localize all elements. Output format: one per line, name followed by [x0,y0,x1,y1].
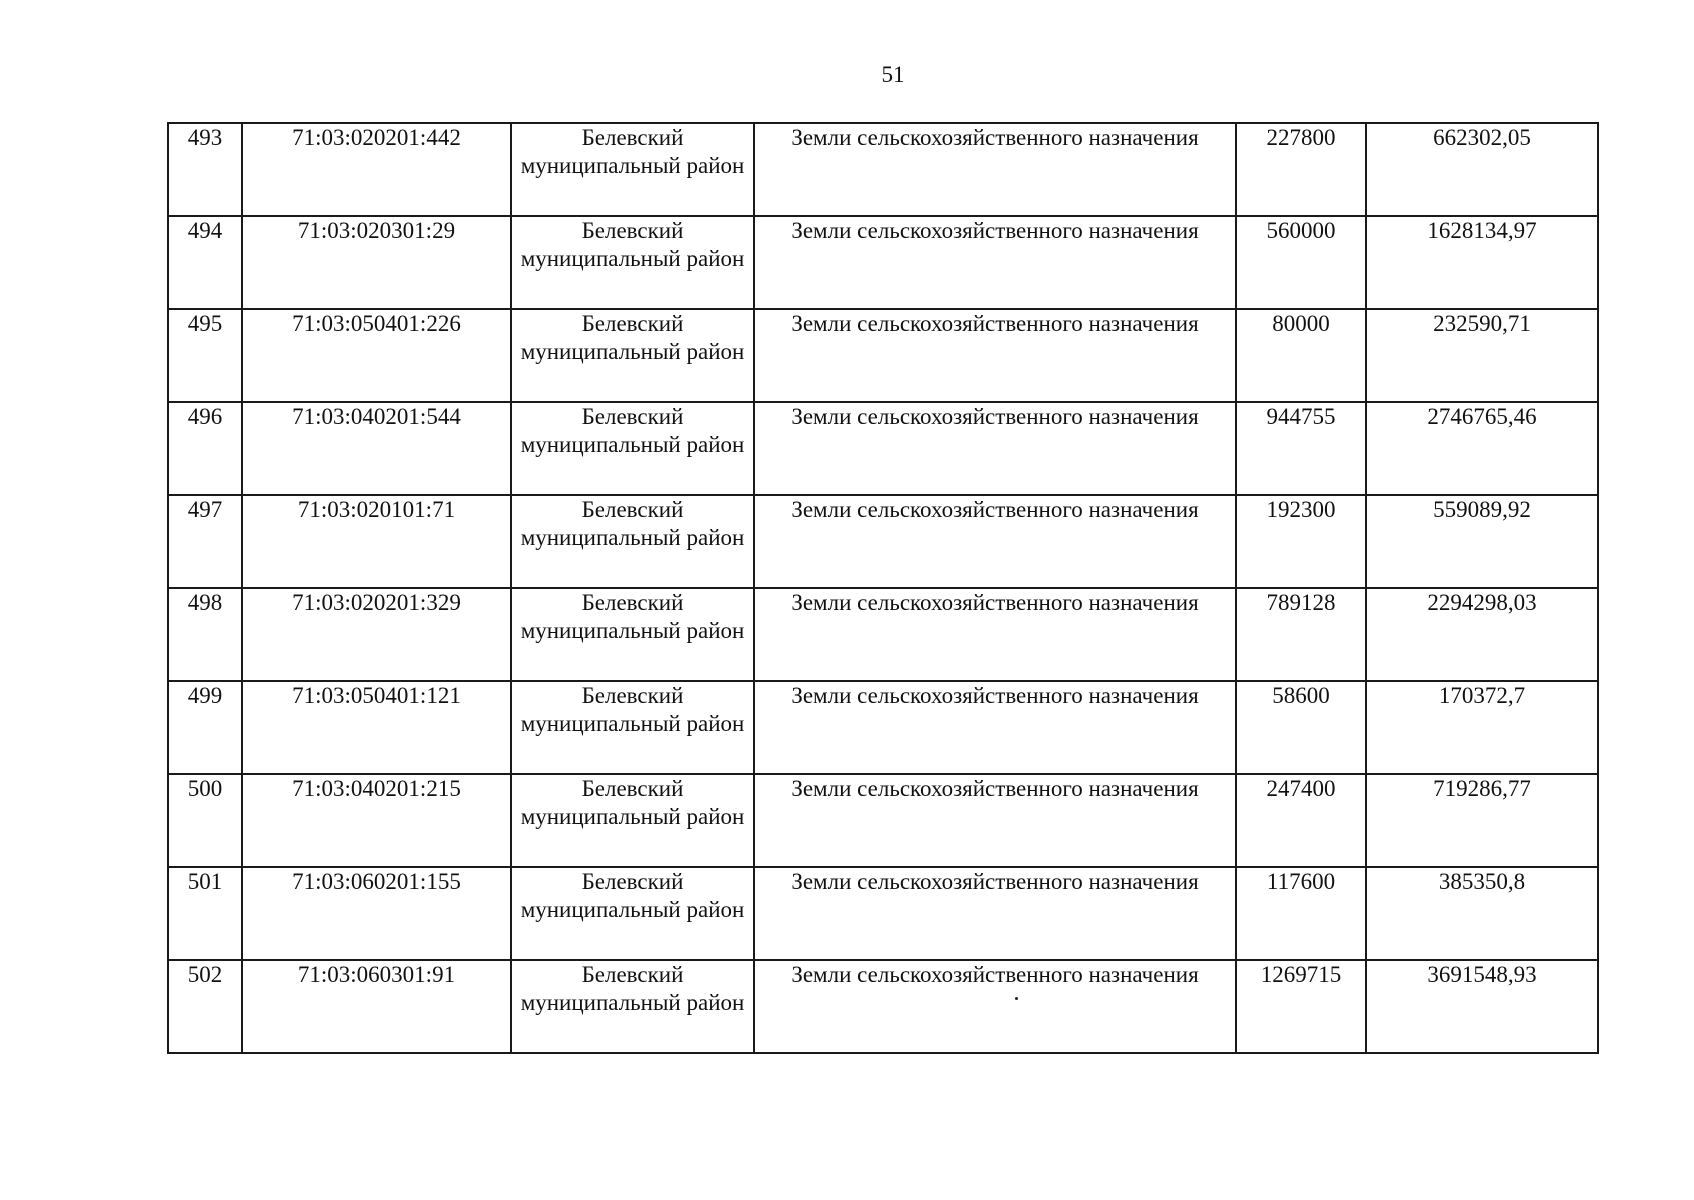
cadastral-number-cell: 71:03:020101:71 [242,495,511,588]
cadastral-number-cell: 71:03:050401:121 [242,681,511,774]
cadastral-value-cell: 719286,77 [1366,774,1598,867]
page-number: 51 [881,62,905,87]
row-number-cell: 499 [168,681,242,774]
cadastral-number-cell: 71:03:040201:544 [242,402,511,495]
district-cell: Белевский муниципальный район [511,774,754,867]
area-cell: 192300 [1236,495,1366,588]
district-cell: Белевский муниципальный район [511,402,754,495]
land-category-cell: Земли сельскохозяйственного назначения [754,402,1236,495]
land-category-cell: Земли сельскохозяйственного назначения [754,588,1236,681]
land-plots-table [167,122,1599,1054]
table-row [168,867,1598,960]
area-cell: 944755 [1236,402,1366,495]
land-category-cell: Земли сельскохозяйственного назначения [754,309,1236,402]
cadastral-number-cell: 71:03:060301:91 [242,960,511,1053]
area-cell: 560000 [1236,216,1366,309]
land-category-cell: Земли сельскохозяйственного назначения [754,774,1236,867]
area-cell: 58600 [1236,681,1366,774]
area-cell: 1269715 [1236,960,1366,1053]
area-cell: 247400 [1236,774,1366,867]
area-cell: 227800 [1236,123,1366,216]
cadastral-value-cell: 385350,8 [1366,867,1598,960]
area-cell: 789128 [1236,588,1366,681]
table-row [168,402,1598,495]
cadastral-number-cell: 71:03:040201:215 [242,774,511,867]
district-cell: Белевский муниципальный район [511,495,754,588]
cadastral-number-cell: 71:03:050401:226 [242,309,511,402]
land-category-cell: Земли сельскохозяйственного назначения [754,681,1236,774]
cadastral-value-cell: 3691548,93 [1366,960,1598,1053]
land-category-cell [754,960,1236,1053]
row-number-cell: 501 [168,867,242,960]
area-cell: 117600 [1236,867,1366,960]
cadastral-value-cell: 559089,92 [1366,495,1598,588]
cadastral-value-cell: 1628134,97 [1366,216,1598,309]
land-category-text: Земли сельскохозяйственного назначения [791,962,1199,987]
table-row [168,960,1598,1053]
cadastral-value-cell: 2294298,03 [1366,588,1598,681]
land-category-cell: Земли сельскохозяйственного назначения [754,216,1236,309]
row-number-cell: 502 [168,960,242,1053]
table-row [168,309,1598,402]
district-cell: Белевский муниципальный район [511,681,754,774]
cadastral-value-cell: 232590,71 [1366,309,1598,402]
row-number-cell: 496 [168,402,242,495]
cadastral-value-cell: 170372,7 [1366,681,1598,774]
table-row [168,588,1598,681]
row-number-cell: 497 [168,495,242,588]
row-number-cell: 495 [168,309,242,402]
table-row [168,216,1598,309]
row-number-cell: 494 [168,216,242,309]
table-row [168,123,1598,216]
cadastral-number-cell: 71:03:020201:442 [242,123,511,216]
cadastral-number-cell: 71:03:020201:329 [242,588,511,681]
district-cell: Белевский муниципальный район [511,309,754,402]
land-category-cell: Земли сельскохозяйственного назначения [754,867,1236,960]
table-row [168,774,1598,867]
land-category-cell: Земли сельскохозяйственного назначения [754,123,1236,216]
cadastral-number-cell: 71:03:060201:155 [242,867,511,960]
row-number-cell: 500 [168,774,242,867]
table-body [168,123,1598,1053]
district-cell: Белевский муниципальный район [511,960,754,1053]
row-number-cell: 498 [168,588,242,681]
district-cell: Белевский муниципальный район [511,867,754,960]
cadastral-value-cell: 662302,05 [1366,123,1598,216]
district-cell: Белевский муниципальный район [511,123,754,216]
cadastral-value-cell: 2746765,46 [1366,402,1598,495]
cadastral-number-cell: 71:03:020301:29 [242,216,511,309]
land-category-cell: Земли сельскохозяйственного назначения [754,495,1236,588]
table-row [168,495,1598,588]
scan-dot-mark [1015,997,1018,1000]
row-number-cell: 493 [168,123,242,216]
area-cell: 80000 [1236,309,1366,402]
district-cell: Белевский муниципальный район [511,588,754,681]
district-cell: Белевский муниципальный район [511,216,754,309]
table-row [168,681,1598,774]
